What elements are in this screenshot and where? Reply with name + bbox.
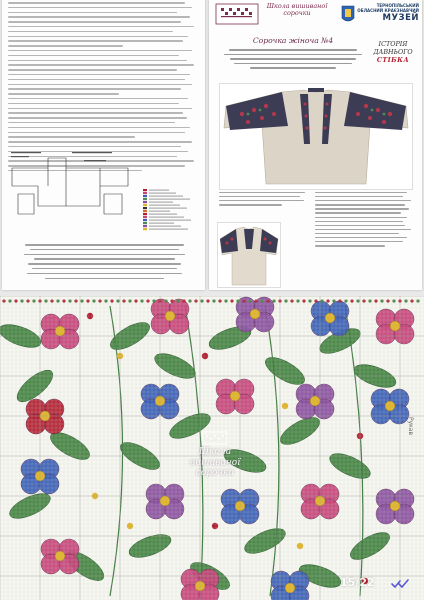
text-line — [250, 67, 337, 69]
series-word: ДАВНЬОГО — [373, 48, 413, 56]
text-line — [315, 233, 399, 234]
text-line — [28, 263, 181, 265]
series-word: ІСТОРІЯ — [378, 40, 408, 48]
text-line — [315, 200, 411, 201]
color-key-table — [142, 188, 197, 232]
watermark-line: Школа — [198, 447, 232, 457]
article-sheet — [209, 0, 422, 290]
text-line — [8, 132, 185, 134]
flower-center-motif — [325, 313, 335, 323]
text-line — [8, 146, 181, 148]
text-line — [315, 204, 405, 205]
shirt-pattern-diagram — [8, 150, 136, 220]
text-line — [315, 237, 407, 238]
text-line — [219, 200, 304, 201]
school-logo-icon — [215, 3, 259, 25]
text-line — [219, 192, 305, 193]
text-line — [8, 98, 188, 100]
watermark-line: вишиваної — [189, 457, 241, 468]
text-line — [315, 212, 401, 213]
photo-caption-right — [315, 192, 415, 249]
text-line — [8, 108, 192, 110]
museum-title: ТЕРНОПІЛЬСЬКИЙ ОБЛАСНИЙ КРАЄЗНАВЧИЙ — [357, 3, 419, 13]
check-icon — [391, 579, 409, 589]
text-line — [315, 241, 403, 242]
text-line — [8, 69, 177, 71]
text-line — [8, 88, 181, 90]
text-line — [224, 54, 361, 56]
watermark — [150, 431, 280, 479]
text-line — [219, 204, 282, 205]
watermark-logo-icon — [202, 431, 228, 445]
text-line — [8, 12, 177, 14]
text-line — [315, 196, 403, 197]
text-line — [234, 63, 352, 65]
text-line — [8, 84, 192, 86]
text-line — [24, 254, 186, 256]
text-line — [8, 2, 185, 4]
text-line — [315, 245, 385, 246]
text-line — [315, 192, 407, 193]
text-line — [30, 249, 179, 251]
text-line — [32, 268, 177, 270]
text-line — [8, 79, 185, 81]
text-line — [315, 208, 409, 209]
text-line — [45, 278, 164, 280]
text-line — [229, 49, 358, 51]
text-line — [8, 141, 192, 143]
photo-caption-left — [219, 192, 309, 208]
page-counter: 15/22 — [340, 576, 375, 589]
text-line — [8, 93, 119, 95]
text-line — [8, 36, 188, 38]
text-line — [8, 117, 187, 119]
bud-motif — [127, 523, 133, 529]
flower-center-motif — [390, 321, 400, 331]
flower-center-motif — [385, 401, 395, 411]
text-line — [8, 127, 190, 129]
text-line — [315, 217, 407, 218]
text-line — [34, 258, 174, 260]
text-line — [8, 21, 181, 23]
text-line — [8, 31, 173, 33]
text-line — [8, 50, 192, 52]
text-line — [315, 229, 411, 230]
flower-center-motif — [310, 396, 320, 406]
text-line — [8, 26, 194, 28]
text-line — [27, 273, 182, 275]
text-line — [8, 112, 183, 114]
flower-center-motif — [390, 501, 400, 511]
text-line — [8, 122, 175, 124]
text-line — [8, 60, 187, 62]
text-line — [219, 196, 300, 197]
text-line — [8, 74, 190, 76]
instructions-sheet — [2, 0, 205, 290]
series-word: СТІБКА — [376, 56, 410, 64]
museum-word: МУЗЕЙ — [382, 13, 419, 23]
text-line — [8, 103, 179, 105]
text-line — [8, 40, 183, 42]
text-line — [8, 16, 190, 18]
bud-motif — [282, 403, 288, 409]
source-note — [22, 244, 187, 282]
article-title: Сорочка жіноча №4 — [252, 36, 334, 45]
shirt-photo — [219, 83, 413, 190]
text-line — [8, 136, 135, 138]
text-line — [25, 244, 183, 246]
article-subtitle — [223, 49, 363, 72]
series-label — [369, 40, 417, 64]
school-label: Школа вишиваної сорочки — [266, 2, 328, 18]
text-line — [8, 64, 194, 66]
text-line — [315, 221, 403, 222]
sleeve-label: Рукав — [407, 416, 414, 435]
text-line — [8, 7, 192, 9]
flower-center-motif — [160, 496, 170, 506]
text-line — [8, 45, 123, 47]
embroidery-chart — [0, 296, 424, 600]
text-line — [8, 55, 179, 57]
watermark-line: сорочки — [195, 468, 235, 478]
flower-center-motif — [250, 309, 260, 319]
instructions-text — [8, 2, 200, 175]
text-line — [230, 58, 356, 60]
shirt-photo-detail — [217, 222, 281, 288]
text-line — [315, 225, 405, 226]
bud-motif — [212, 523, 218, 529]
